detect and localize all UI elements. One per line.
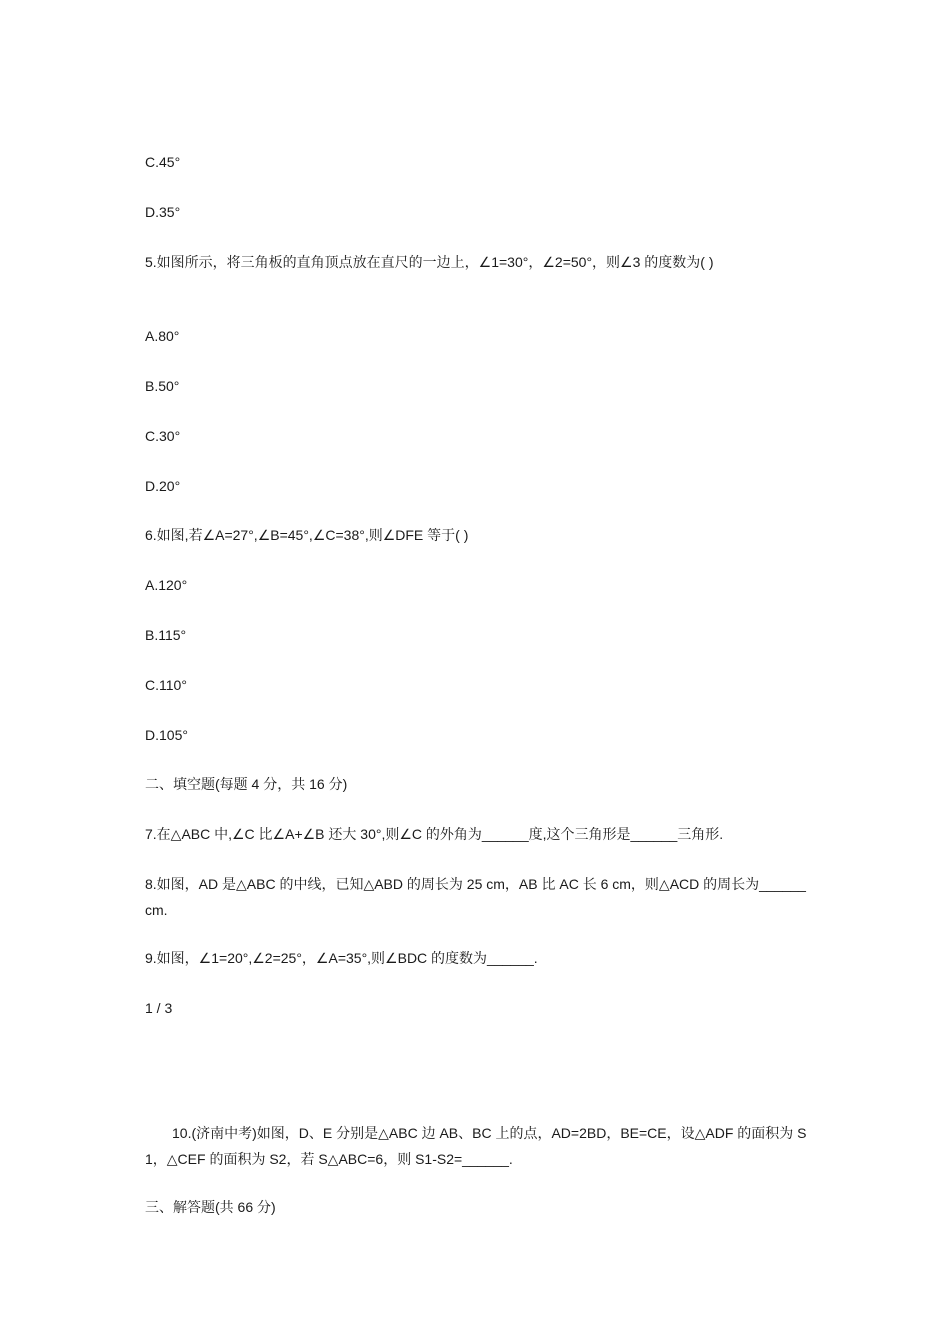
section3-heading: 三、解答题(共 66 分) bbox=[145, 1199, 276, 1215]
q6-option-c: C.110° bbox=[145, 677, 187, 693]
q5-option-c: C.30° bbox=[145, 428, 181, 444]
section2-heading: 二、填空题(每题 4 分，共 16 分) bbox=[145, 776, 348, 792]
q5-option-d: D.20° bbox=[145, 478, 181, 494]
q6-option-a: A.120° bbox=[145, 577, 188, 593]
page-number: 1 / 3 bbox=[145, 1000, 173, 1016]
q9-stem: 9.如图，∠1=20°,∠2=25°，∠A=35°,则∠BDC 的度数为______. bbox=[145, 950, 538, 966]
q5-stem: 5.如图所示，将三角板的直角顶点放在直尺的一边上，∠1=30°，∠2=50°，则∠3 的度数为( ) bbox=[145, 254, 714, 270]
q10-stem: 10.(济南中考)如图，D、E 分别是△ABC 边 AB、BC 上的点，AD=2BD，BE=CE，设△ADF 的面积为 S1，△CEF 的面积为 S2，若 S△ABC=6，则 S1-S2=______. bbox=[145, 1125, 807, 1167]
q6-option-d: D.105° bbox=[145, 727, 188, 743]
q6-option-b: B.115° bbox=[145, 627, 187, 643]
q6-stem: 6.如图,若∠A=27°,∠B=45°,∠C=38°,则∠DFE 等于( ) bbox=[145, 527, 469, 543]
q5-option-b: B.50° bbox=[145, 378, 180, 394]
q4-option-d: D.35° bbox=[145, 204, 181, 220]
q8-stem: 8.如图，AD 是△ABC 的中线，已知△ABD 的周长为 25 cm，AB 比 AC 长 6 cm，则△ACD 的周长为______cm. bbox=[145, 876, 806, 918]
q5-option-a: A.80° bbox=[145, 328, 180, 344]
q4-option-c: C.45° bbox=[145, 154, 181, 170]
q7-stem: 7.在△ABC 中,∠C 比∠A+∠B 还大 30°,则∠C 的外角为______度,这个三角形是______三角形. bbox=[145, 826, 724, 842]
